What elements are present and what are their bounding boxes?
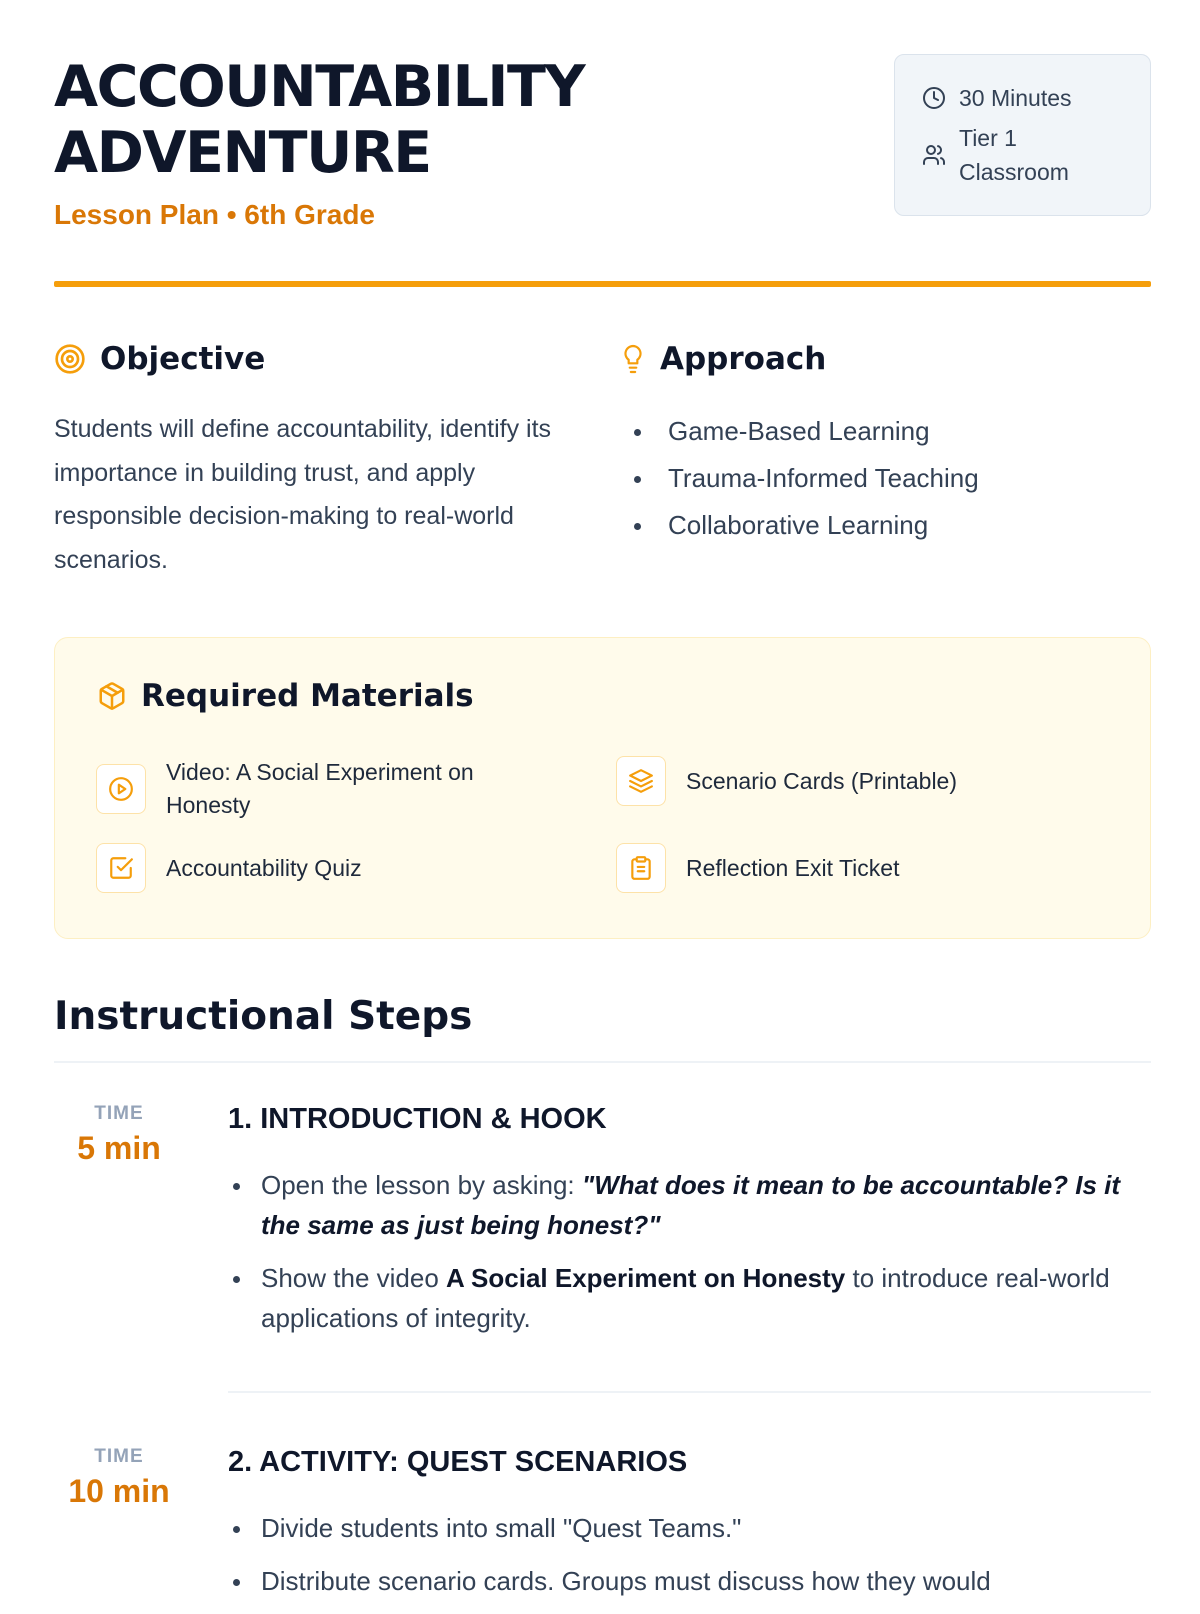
step-bullet: Divide students into small "Quest Teams." (228, 1508, 1151, 1548)
page-subtitle: Lesson Plan • 6th Grade (54, 199, 376, 230)
material-icon-box (616, 843, 666, 893)
clipboard-icon (628, 855, 654, 881)
lesson-plan-page (54, 0, 1151, 1600)
step-bullets (228, 1508, 1151, 1614)
approach-item: Game-Based Learning (630, 408, 979, 455)
package-icon (97, 681, 127, 711)
materials-panel (54, 637, 1151, 939)
play-circle-icon (108, 776, 134, 802)
title-line-2: ADVENTURE (54, 120, 431, 186)
step-title: 1. INTRODUCTION & HOOK (228, 1103, 607, 1135)
time-value: 10 min (68, 1473, 170, 1509)
step-bullet: Distribute scenario cards. Groups must discuss how they would (228, 1561, 1151, 1601)
material-label: Scenario Cards (Printable) (686, 767, 958, 794)
step-title: 2. ACTIVITY: QUEST SCENARIOS (228, 1446, 688, 1478)
bullet-text: to introduce real-world applications of integrity. (261, 1263, 1110, 1333)
tier-row (922, 121, 1069, 189)
objective-heading (54, 341, 265, 377)
title-line-1: ACCOUNTABILITY (54, 54, 585, 120)
layers-icon (628, 768, 654, 794)
approach-item: Trauma-Informed Teaching (630, 455, 979, 502)
approach-item: Collaborative Learning (630, 502, 979, 549)
lesson-meta-box (894, 54, 1151, 216)
header-divider (54, 281, 1151, 287)
material-label: Accountability Quiz (166, 854, 362, 881)
approach-heading-text: Approach (660, 341, 827, 377)
tier-line-1: Tier 1 (959, 125, 1017, 151)
clock-icon (922, 86, 946, 110)
step-time (54, 1103, 184, 1171)
material-icon-box (96, 764, 146, 814)
tier-text (959, 121, 1069, 189)
time-value: 5 min (77, 1130, 161, 1166)
steps-divider (54, 1061, 1151, 1063)
material-item-exit-ticket (616, 843, 899, 893)
tier-line-2: Classroom (959, 159, 1069, 185)
time-label: TIME (94, 1446, 144, 1467)
material-item-video (96, 756, 536, 822)
users-icon (922, 143, 946, 167)
materials-heading (97, 678, 474, 714)
duration-row (922, 81, 1072, 115)
material-label: Video: A Social Experiment on Honesty (166, 759, 474, 818)
step-bullets (228, 1165, 1151, 1351)
step-time (54, 1446, 184, 1514)
step-bullet (228, 1258, 1151, 1338)
duration-text: 30 Minutes (959, 85, 1072, 111)
objective-heading-text: Objective (100, 341, 266, 377)
bullet-text: Open the lesson by asking: (261, 1170, 582, 1200)
material-item-quiz (96, 843, 362, 893)
target-icon (54, 343, 86, 375)
approach-list (630, 408, 979, 549)
objective-text: Students will define accountability, identify its importance in building trust, and apply responsible decision-making to real-world scenarios. (54, 415, 552, 574)
page-title (54, 54, 584, 186)
bullet-quote: "What does it mean to be accountable? Is it the same as just being honest?" (261, 1170, 1121, 1240)
bullet-video-title: A Social Experiment on Honesty (446, 1263, 846, 1293)
material-icon-box (96, 843, 146, 893)
time-label: TIME (94, 1103, 144, 1124)
lightbulb-icon (620, 343, 646, 375)
material-label: Reflection Exit Ticket (686, 854, 900, 881)
bullet-text: Show the video (261, 1263, 447, 1293)
check-square-icon (108, 855, 134, 881)
steps-heading: Instructional Steps (54, 994, 473, 1039)
materials-heading-text: Required Materials (141, 678, 474, 714)
step-bullet (228, 1165, 1151, 1245)
material-icon-box (616, 756, 666, 806)
material-item-scenario-cards (616, 756, 957, 806)
approach-heading (620, 341, 826, 377)
step-divider (228, 1391, 1151, 1393)
